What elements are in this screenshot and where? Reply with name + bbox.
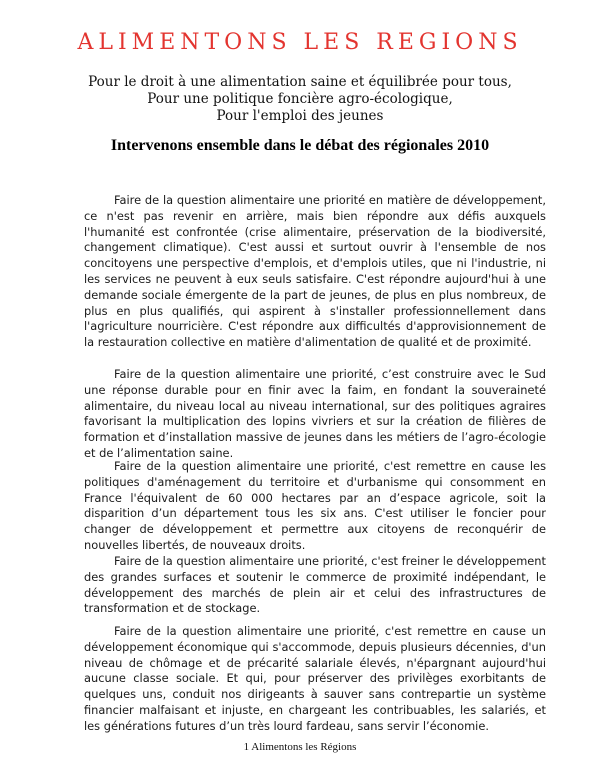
subtitle-block — [0, 74, 600, 125]
body-paragraph: Faire de la question alimentaire une priorité, c’est construire avec le Sud une réponse durable pour en finir avec la faim, en fondant la souveraineté alimentaire, du niveau local au niveau international, sur des politiques agraires favorisant la multiplication des lopins vivriers et sur la création de filières de formation et d’installation massive de jeunes dans les métiers de l’agro-écologie et de l’alimentation saine. — [84, 367, 546, 460]
page-footer: 1 Alimentons les Régions — [243, 741, 357, 753]
subtitle-line: Pour une politique foncière agro-écologique, — [147, 91, 453, 107]
body-paragraph: Faire de la question alimentaire une priorité, c'est remettre en cause les politiques d'aménagement du territoire et d'urbanisme qui consomment en France l'équivalent de 60 000 hectares par an d’espace agricole, soit la disparition d’un département tous les six ans. C'est utiliser le foncier pour changer de développement et permettre aux citoyens de reconquérir de nouvelles libertés, de nouveaux droits. — [84, 459, 546, 552]
subtitle-line: Pour le droit à une alimentation saine et équilibrée pour tous, — [88, 74, 512, 90]
body-paragraph: Faire de la question alimentaire une priorité en matière de développement, ce n'est pas revenir en arrière, mais bien répondre aux défis auxquels l'humanité est confrontée (crise alimentaire, préservation de la biodiversité, changement climatique). C'est aussi et surtout ouvrir à l'ensemble de nos concitoyens une perspective d'emplois, et d'emplois utiles, que ni l'industrie, ni les services ne peuvent à eux seuls satisfaire. C'est répondre aujourd'hui à une demande sociale émergente de la part de jeunes, de plus en plus nombreux, de plus en plus qualifiés, qui aspirent à s'installer professionnellement dans l'agriculture nourricière. C'est répondre aux difficultés d'approvisionnement de la restauration collective en matière d'alimentation de qualité et de proximité. — [84, 193, 546, 350]
body-paragraph: Faire de la question alimentaire une priorité, c'est freiner le développement des grandes surfaces et soutenir le commerce de proximité indépendant, le développement des marchés de plein air et celui des infrastructures de transformation et de stockage. — [84, 554, 546, 616]
body-paragraph: Faire de la question alimentaire une priorité, c'est remettre en cause un développement économique qui s'accommode, depuis plusieurs décennies, d'un niveau de chômage et de précarité salariale élevés, n'épargnant aujourd'hui aucune classe sociale. Et qui, pour préserver des privilèges exorbitants de quelques uns, conduit nos dirigeants à sauver sans contrepartie un système financier malfaisant et injuste, en chargeant les contribuables, les salariés, et les générations futures d’un très lourd fardeau, sans servir l’économie. — [84, 624, 546, 733]
section-heading: Intervenons ensemble dans le débat des régionales 2010 — [110, 137, 490, 154]
document-title: ALIMENTONS LES REGIONS — [77, 30, 523, 55]
subtitle-line: Pour l'emploi des jeunes — [216, 108, 384, 124]
